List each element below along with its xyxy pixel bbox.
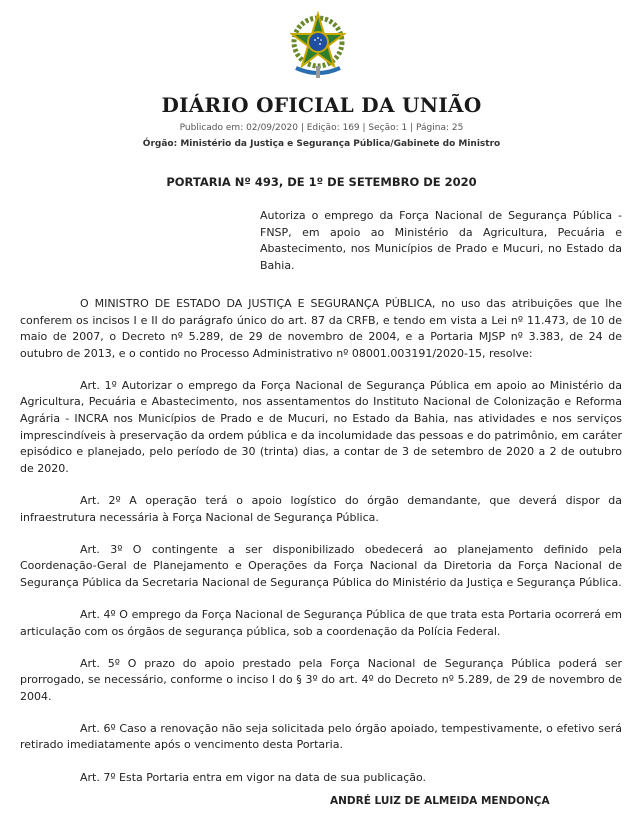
article-paragraph: Art. 5º O prazo do apoio prestado pela Força Nacional de Segurança Pública poderá ser prorrogado, se necessário, conforme o inciso I do § 3º do art. 4º do Decreto nº 5.289, de 29 de novembro de 2004. xyxy=(20,656,622,703)
article-paragraph: Art. 2º A operação terá o apoio logístico do órgão demandante, que deverá dispor da infraestrutura necessária à Força Nacional de Segurança Pública. xyxy=(20,493,622,524)
coat-of-arms-emblem xyxy=(290,6,346,82)
journal-title: DIÁRIO OFICIAL DA UNIÃO xyxy=(161,93,482,117)
article-paragraph: Art. 3º O contingente a ser disponibilizado obedecerá ao planejamento definido pela Coordenação-Geral de Planejamento e Operações da Força Nacional da Diretoria da Força Nacional de Segurança Pública da Secretaria Nacional de Segurança Pública do Ministério da Justiça e Segurança Pública. xyxy=(20,542,622,589)
preamble-paragraph: O MINISTRO DE ESTADO DA JUSTIÇA E SEGURANÇA PÚBLICA, no uso das atribuições que lhe conferem os incisos I e II do parágrafo único do art. 87 da CRFB, e tendo em vista a Lei nº 11.473, de 10 de maio de 2007, o Decreto nº 5.289, de 29 de novembro de 2004, e a Portaria MJSP nº 3.383, de 24 de outubro de 2013, e o contido no Processo Administrativo nº 08001.003191/2020-15, resolve: xyxy=(20,297,622,360)
document-body xyxy=(20,296,622,802)
issuing-organ: Órgão: Ministério da Justiça e Segurança Pública/Gabinete do Ministro xyxy=(142,139,501,149)
article-paragraph: Art. 6º Caso a renovação não seja solicitada pelo órgão apoiado, tempestivamente, o efetivo será retirado imediatamente após o vencimento desta Portaria. xyxy=(20,721,622,752)
article-paragraph: Art. 4º O emprego da Força Nacional de Segurança Pública de que trata esta Portaria ocorrerá em articulação com os órgãos de segurança pública, sob a coordenação da Polícia Federal. xyxy=(20,607,622,638)
document-title: PORTARIA Nº 493, DE 1º DE SETEMBRO DE 2020 xyxy=(166,175,477,189)
article-paragraph: Art. 7º Esta Portaria entra em vigor na data de sua publicação. xyxy=(80,770,427,784)
signature: ANDRÉ LUIZ DE ALMEIDA MENDONÇA xyxy=(330,795,550,807)
article-paragraph: Art. 1º Autorizar o emprego da Força Nacional de Segurança Pública em apoio ao Ministério da Agricultura, Pecuária e Abastecimento, nos assentamentos do Instituto Nacional de Colonização e Reforma Agrária - INCRA nos Municípios de Prado e de Mucuri, no Estado da Bahia, nas atividades e nos serviços imprescindíveis à preservação da ordem pública e da incolumidade das pessoas e do patrimônio, em caráter episódico e planejado, pelo período de 30 (trinta) dias, a contar de 3 de setembro de 2020 a 2 de outubro de 2020. xyxy=(20,378,622,475)
publication-info: Publicado em: 02/09/2020 | Edição: 169 | Seção: 1 | Página: 25 xyxy=(179,123,464,133)
ementa: Autoriza o emprego da Força Nacional de Segurança Pública - FNSP, em apoio ao Ministério da Agricultura, Pecuária e Abastecimento, nos Municípios de Prado e Mucuri, no Estado da Bahia. xyxy=(260,209,622,272)
